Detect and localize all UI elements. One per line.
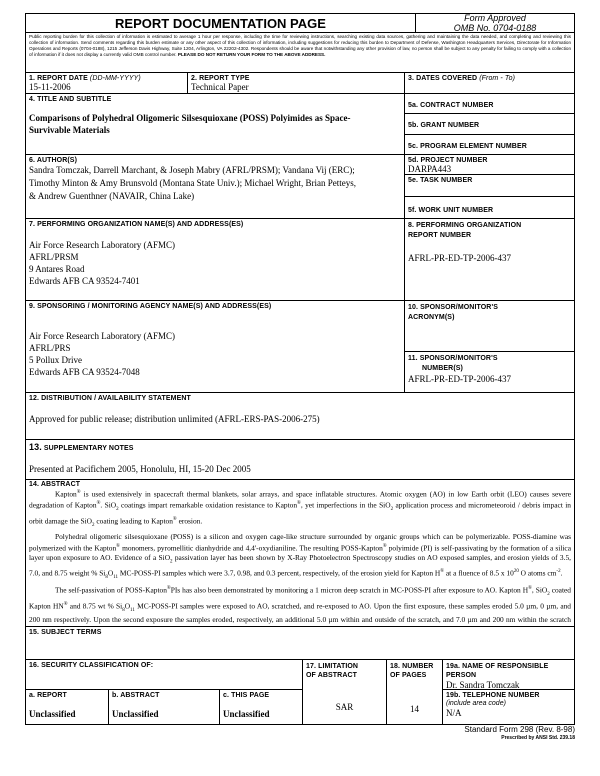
limitation-label-1: 17. LIMITATION <box>306 663 359 670</box>
performing-org-label: 7. PERFORMING ORGANIZATION NAME(S) AND ADDRESS(ES) <box>29 221 244 228</box>
field-5f-work-unit-number <box>404 196 575 219</box>
burden-statement <box>25 32 575 73</box>
field-19a-responsible-person <box>442 659 575 690</box>
security-classification-label: 16. SECURITY CLASSIFICATION OF: <box>29 662 154 669</box>
title-line-2: Survivable Materials <box>29 125 110 135</box>
field-16-security-classification <box>25 659 303 690</box>
distribution-value: Approved for public release; distribution unlimited (AFRL-ERS-PAS-2006-275) <box>29 414 320 424</box>
form-approved-label: Form Approved <box>464 13 526 23</box>
abstract-paragraph-1: Kapton® is used extensively in spacecraft thermal blankets, solar arrays, and space inflatable structures. Atomic oxygen (AO) in low Earth orbit (LEO) causes severe degradation of Kapton®. SiO$_2$ coatings impart remarkable oxidation resistance to Kapton®, yet imperfections in the SiO$_2$ application process and micrometeoroid / debris impact in orbit damage the SiO$_2$ coating leading to Kapton® erosion. <box>29 489 572 528</box>
project-number-value: DARPA443 <box>408 164 452 174</box>
telephone-hint: (include area code) <box>446 700 506 707</box>
performing-report-label-1: 8. PERFORMING ORGANIZATION <box>408 222 522 229</box>
authors-line-3: & Andrew Guenthner (NAVAIR, China Lake) <box>29 191 195 201</box>
field-5b-grant-number <box>404 113 575 135</box>
project-number-label: 5d. PROJECT NUMBER <box>408 157 488 164</box>
omb-number: OMB No. 0704-0188 <box>453 23 537 33</box>
sponsor-number-value: AFRL-PR-ED-TP-2006-437 <box>408 374 511 384</box>
authors-line-2: Timothy Minton & Amy Brunsvold (Montana State Univ.); Michael Wright, Brian Petteys, <box>29 178 357 188</box>
limitation-label-2: OF ABSTRACT <box>306 672 358 679</box>
pages-value: 14 <box>410 704 419 714</box>
field-5e-task-number <box>404 174 575 197</box>
performing-org-line-2: AFRL/PRSM <box>29 252 79 262</box>
field-8-performing-report-number <box>404 218 575 301</box>
prescribed-by-label: Prescribed by ANSI Std. 239.18 <box>501 735 575 741</box>
standard-form-label: Standard Form 298 (Rev. 8-98) <box>464 725 575 734</box>
sponsoring-agency-label: 9. SPONSORING / MONITORING AGENCY NAME(S) AND ADDRESS(ES) <box>29 303 272 310</box>
field-5a-contract-number <box>404 93 575 114</box>
field-14-abstract <box>25 479 575 627</box>
sponsor-acronym-label-1: 10. SPONSOR/MONITOR'S <box>408 304 498 311</box>
responsible-person-label-2: PERSON <box>446 672 477 679</box>
field-17-limitation <box>302 659 387 725</box>
field-12-distribution <box>25 392 575 440</box>
abstract-class-label: b. ABSTRACT <box>112 692 160 699</box>
page-title: REPORT DOCUMENTATION PAGE <box>115 16 326 31</box>
report-date-value: 15-11-2006 <box>29 82 71 92</box>
field-10-sponsor-acronym <box>404 300 575 352</box>
field-5c-program-element <box>404 134 575 155</box>
dates-covered-hint: (From - To) <box>479 75 516 82</box>
pages-label-2: OF PAGES <box>390 672 427 679</box>
supplementary-notes-value: Presented at Pacifichem 2005, Honolulu, HI, 15-20 Dec 2005 <box>29 464 251 474</box>
report-type-label: 2. REPORT TYPE <box>191 75 250 82</box>
field-7-performing-org <box>25 218 405 301</box>
field-1-report-date <box>25 72 188 94</box>
dates-covered-label: 3. DATES COVERED <box>408 75 478 82</box>
sponsoring-agency-line-4: Edwards AFB CA 93524-7048 <box>29 367 140 377</box>
sponsor-number-label-2: NUMBER(S) <box>422 365 463 372</box>
field-6-authors <box>25 154 405 219</box>
abstract-paragraph-2: Polyhedral oligomeric silsesquioxane (POSS) is a silicon and oxygen cage-like structure surrounded by organic groups which can be polymerizable. POSS-diamine was polymerized with the Kapton® monomers, pyromellitic dianhydride and 4,4'-oxydianiline. The resulting POSS-Kapton® polyimide (PI) is self-passivating by the formation of a silica layer upon exposure to AO. Evidence of a SiO$_2$ passivation layer has been shown by X-Ray Photoelectron Spectroscopy studies on AO exposed samples, and erosion yields of 3.5, 7.0, and 8.75 weight % $Si_8O_{11}$ MC-POSS-PI samples which were 3.7, 0.98, and 0.3 percent, respectively, of the erosion yield for Kapton H® at a fluence of 8.5 x $10^{20}$ O atoms $cm^{-2}$. <box>29 532 571 580</box>
abstract-paragraph-3: The self-passivation of POSS-Kapton®PIs has also been demonstrated by monitoring a 1 micron deep scratch in MC-POSS-PI after exposure to AO. Kapton H®, SiO$_2$ coated Kapton HN® and 8.75 wt % $Si_8O_{11}$ MC-POSS-PI samples were exposed to AO, scratched, and re-exposed to AO. Upon the first exposure, these samples eroded 5.0 µm, 0 µm, and 200 nm respectively. Upon the second exposure the samples eroded, respectively, an additional 5.0 µm within and outside of the scratch, and 7.0 µm and 200 nm within the scratch <box>29 585 571 625</box>
work-unit-number-label: 5f. WORK UNIT NUMBER <box>408 207 494 214</box>
distribution-label: 12. DISTRIBUTION / AVAILABILITY STATEMENT <box>29 395 191 402</box>
authors-line-1: Sandra Tomczak, Darrell Marchant, & Joseph Mabry (AFRL/PRSM); Vandana Vij (ERC); <box>29 165 355 175</box>
field-15-subject-terms <box>25 626 575 660</box>
supplementary-notes-label: SUPPLEMENTARY NOTES <box>41 445 134 452</box>
this-page-class-label: c. THIS PAGE <box>223 692 270 699</box>
report-class-value: Unclassified <box>29 709 76 719</box>
sponsoring-agency-line-1: Air Force Research Laboratory (AFMC) <box>29 331 175 341</box>
report-date-label: 1. REPORT DATE <box>29 75 88 82</box>
sponsoring-agency-line-2: AFRL/PRS <box>29 343 71 353</box>
performing-org-line-1: Air Force Research Laboratory (AFMC) <box>29 240 175 250</box>
performing-org-line-4: Edwards AFB CA 93524-7401 <box>29 276 140 286</box>
burden-warning: PLEASE DO NOT RETURN YOUR FORM TO THE ABOVE ADDRESS. <box>177 52 326 57</box>
responsible-person-label-1: 19a. NAME OF RESPONSIBLE <box>446 663 549 670</box>
field-19b-telephone <box>442 689 575 725</box>
omb-cell <box>415 13 575 33</box>
pages-label-1: 18. NUMBER <box>390 663 434 670</box>
performing-report-label-2: REPORT NUMBER <box>408 232 472 239</box>
sponsor-acronym-label-2: ACRONYM(S) <box>408 314 455 321</box>
report-date-hint: (DD-MM-YYYY) <box>89 75 141 82</box>
field-18-number-of-pages <box>386 659 443 725</box>
performing-report-number-value: AFRL-PR-ED-TP-2006-437 <box>408 253 511 263</box>
telephone-value: N/A <box>446 708 462 718</box>
subject-terms-label: 15. SUBJECT TERMS <box>29 629 102 636</box>
field-13-supplementary-notes <box>25 439 575 480</box>
report-class-label: a. REPORT <box>29 692 67 699</box>
grant-number-label: 5b. GRANT NUMBER <box>408 122 480 129</box>
form-title-cell <box>25 13 416 33</box>
telephone-label: 19b. TELEPHONE NUMBER <box>446 692 540 699</box>
field-16b-abstract <box>108 689 220 725</box>
sponsor-number-label-1: 11. SPONSOR/MONITOR'S <box>408 355 498 362</box>
this-page-class-value: Unclassified <box>223 709 270 719</box>
field-11-sponsor-number <box>404 351 575 393</box>
contract-number-label: 5a. CONTRACT NUMBER <box>408 102 494 109</box>
field-3-dates-covered <box>404 72 575 94</box>
field-9-sponsoring-agency <box>25 300 405 393</box>
program-element-label: 5c. PROGRAM ELEMENT NUMBER <box>408 143 527 150</box>
field-5d-project-number <box>404 154 575 175</box>
responsible-person-value: Dr. Sandra Tomczak <box>446 680 520 690</box>
report-type-value: Technical Paper <box>191 82 249 92</box>
field-16c-this-page <box>219 689 303 725</box>
abstract-body <box>29 488 571 627</box>
field-4-title <box>25 93 405 155</box>
title-label: 4. TITLE AND SUBTITLE <box>29 96 112 103</box>
field-2-report-type <box>187 72 405 94</box>
title-line-1: Comparisons of Polyhedral Oligomeric Silsesquioxane (POSS) Polyimides as Space- <box>29 113 351 123</box>
field-16a-report <box>25 689 109 725</box>
limitation-value: SAR <box>335 702 354 712</box>
burden-text: Public reporting burden for this collection of information is estimated to average 1 hour per response, including the time for reviewing instructions, searching existing data sources, gathering and maintaining the data needed, and completing and reviewing this collection of information. Send comments regarding this burden estimate or any other aspect of this collection of information, including suggestions for reducing this burden to Department of Defense, Washington Headquarters Services, Directorate for Information Operations and Reports (0704-0188), 1215 Jefferson Davis Highway, Suite 1204, Arlington, VA 22202-4302. Respondents should be aware that notwithstanding any other provision of law, no person shall be subject to any penalty for failing to comply with a collection of information if it does not display a currently valid OMB control number. <box>29 34 571 57</box>
task-number-label: 5e. TASK NUMBER <box>408 177 473 184</box>
performing-org-line-3: 9 Antares Road <box>29 264 85 274</box>
abstract-label: 14. ABSTRACT <box>29 481 81 488</box>
sponsoring-agency-line-3: 5 Pollux Drive <box>29 355 82 365</box>
supplementary-notes-number: 13. <box>29 442 42 452</box>
abstract-class-value: Unclassified <box>112 709 159 719</box>
authors-label: 6. AUTHOR(S) <box>29 157 77 164</box>
